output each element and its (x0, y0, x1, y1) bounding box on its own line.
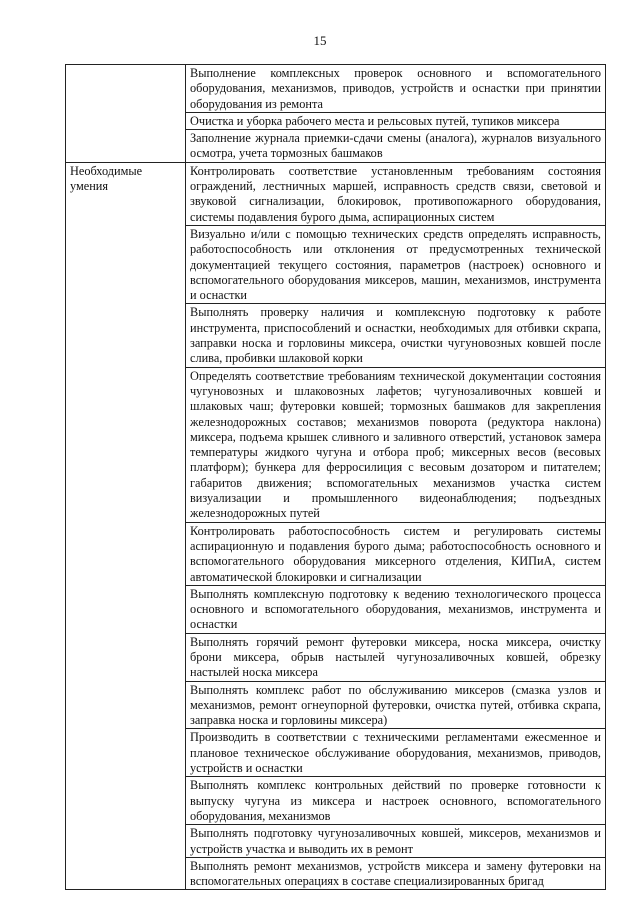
skill-cell: Выполнять комплекс работ по обслуживанию миксеров (смазка узлов и механизмов, ремонт огнеупорной футеровки, очистка путей, отбивка скрапа, заправка носка и горловины миксера) (186, 681, 606, 729)
skill-cell: Производить в соответствии с техническими регламентами ежесменное и плановое техническое обслуживание оборудования, механизмов, приводов, устройств и оснастки (186, 729, 606, 777)
skill-cell: Выполнять ремонт механизмов, устройств миксера и замену футеровки на вспомогательных операциях в составе специализированных бригад (186, 857, 606, 890)
page-number: 15 (313, 33, 327, 48)
labor-action-cell: Выполнение комплексных проверок основного и вспомогательного оборудования, механизмов, приводов, устройств и оснастки при принятии оборудования из ремонта (186, 65, 606, 113)
skill-cell: Выполнять подготовку чугунозаливочных ковшей, миксеров, механизмов и устройств участка и выводить их в ремонт (186, 825, 606, 858)
skill-cell: Выполнять комплексную подготовку к ведению технологического процесса основного и вспомогательного оборудования, механизмов, инструмента и оснастки (186, 585, 606, 633)
skill-cell: Определять соответствие требованиям технической документации состояния чугуновозных и шлаковозных лафетов; чугунозаливочных ковшей и шлаковых чаш; футеровки ковшей; тормозных башмаков для закрепления железнодорожных составов; механизмов поворота (редуктора наклона) миксера, подъема крышек сливного и заливного отверстий, установок замера температуры жидкого чугуна и отбора проб; миксерных весов (весовых платформ); бункера для ферросилиция с весовым дозатором и питателем; габаритов движения; вспомогательных механизмов участка систем визуализации и промышленного видеонаблюдения; подъездных железнодорожных путей (186, 367, 606, 522)
skill-cell: Выполнять проверку наличия и комплексную подготовку к работе инструмента, приспособлений и оснастки, необходимых для отбивки скрапа, заправки носка и горловины миксера, очистки чугуновозных ковшей после слива, пробивки шлаковой корки (186, 304, 606, 367)
skill-cell: Контролировать соответствие установленным требованиям состояния ограждений, лестничных маршей, исправность средств связи, световой и звуковой сигнализации, блокировок, противопожарного оборудования, системы подавления бурого дыма, аспирационных систем (186, 162, 606, 225)
empty-label-cell (66, 65, 186, 163)
competency-table (65, 64, 606, 890)
table-row (66, 65, 606, 113)
labor-action-cell: Очистка и уборка рабочего места и рельсовых путей, тупиков миксера (186, 112, 606, 129)
table-row (66, 162, 606, 225)
skill-cell: Выполнять горячий ремонт футеровки миксера, носка миксера, очистку брони миксера, обрыв настылей чугунозаливочных ковшей, обрезку настылей носка миксера (186, 633, 606, 681)
labor-action-cell: Заполнение журнала приемки-сдачи смены (аналога), журналов визуального осмотра, учета тормозных башмаков (186, 130, 606, 163)
skill-cell: Визуально и/или с помощью технических средств определять исправность, работоспособность или отклонения от предусмотренных технической документацией текущего состояния, параметров (настроек) основного и вспомогательного оборудования миксеров, машин, механизмов, инструмента и оснастки (186, 225, 606, 303)
skill-cell: Выполнять комплекс контрольных действий по проверке готовности к выпуску чугуна из миксера и настроек основного, вспомогательного оборудования, механизмов (186, 777, 606, 825)
skill-cell: Контролировать работоспособность систем и регулировать системы аспирационную и подавления бурого дыма; работоспособность основного и вспомогательного оборудования миксерного отделения, КИПиА, систем автоматической блокировки и сигнализации (186, 522, 606, 585)
skills-label: Необходимые умения (66, 162, 186, 890)
